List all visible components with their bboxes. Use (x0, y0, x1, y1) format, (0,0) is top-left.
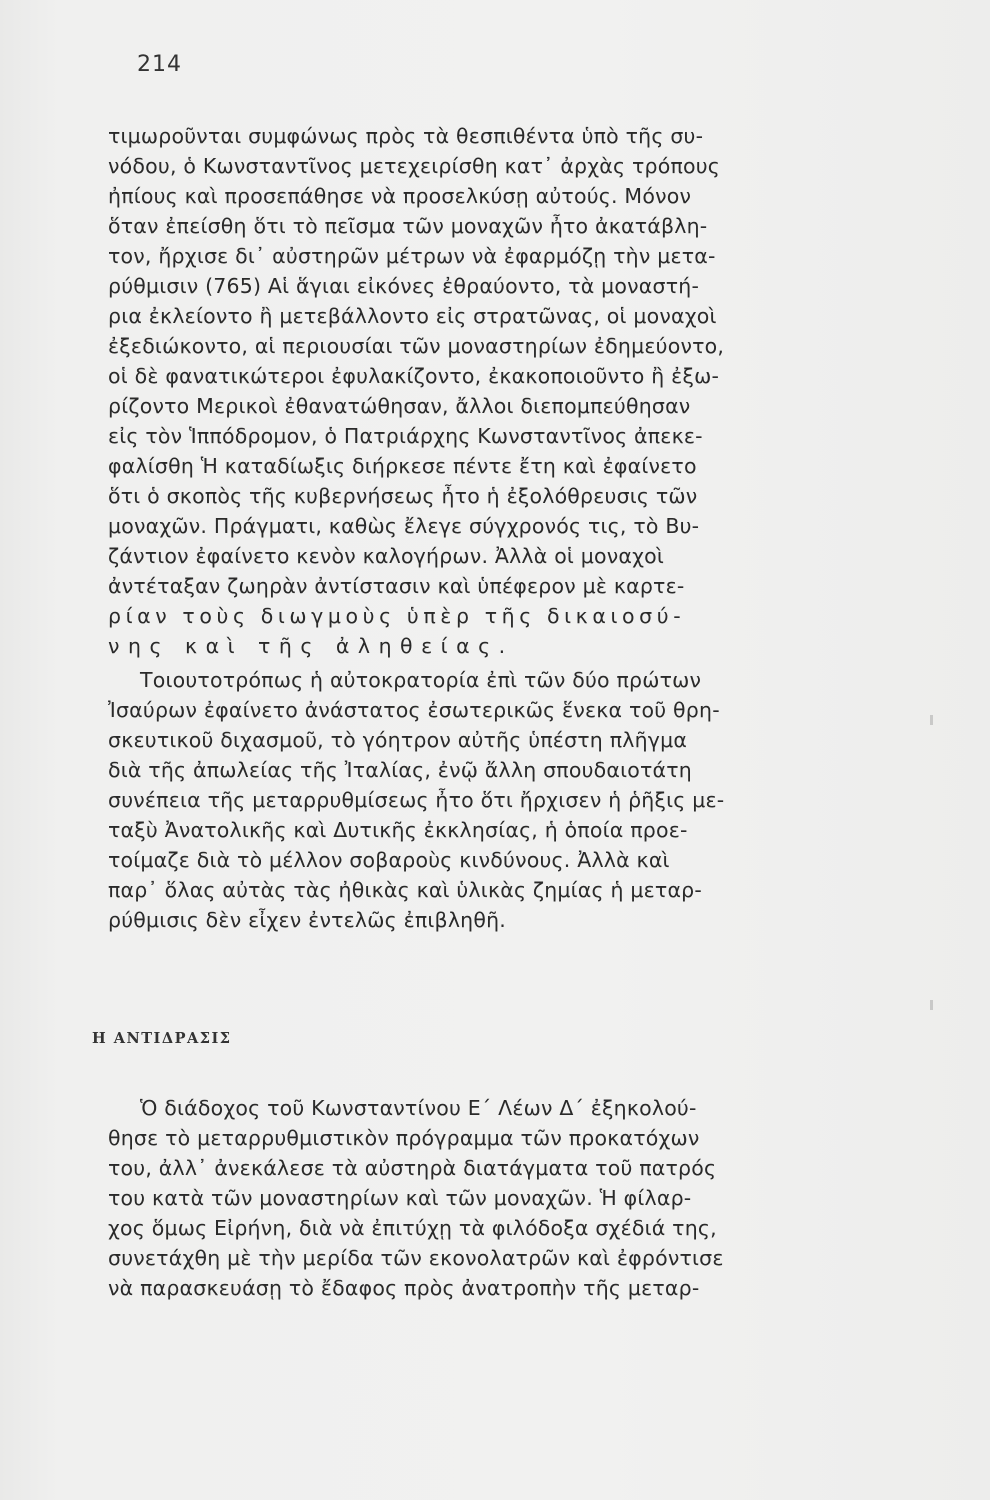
margin-mark (930, 715, 933, 725)
text-line: παρ᾽ ὅλας αὐτὰς τὰς ἠθικὰς καὶ ὑλικὰς ζημίας ἡ μεταρ- (108, 878, 702, 902)
text-line: ταξὺ Ἀνατολικῆς καὶ Δυτικῆς ἐκκλησίας, ἡ ὁποία προε- (108, 818, 688, 842)
text-line: ἠπίους καὶ προσεπάθησε νὰ προσελκύσῃ αὐτούς. Μόνον (108, 184, 692, 208)
text-line: του κατὰ τῶν μοναστηρίων καὶ τῶν μοναχῶν. Ἡ φίλαρ- (108, 1186, 692, 1210)
text-line: ζάντιον ἐφαίνετο κενὸν καλογήρων. Ἀλλὰ οἱ μοναχοὶ (108, 544, 665, 568)
text-line: Ἰσαύρων ἐφαίνετο ἀνάστατος ἐσωτερικῶς ἕνεκα τοῦ θρη- (108, 698, 720, 722)
text-line: σκευτικοῦ διχασμοῦ, τὸ γόητρον αὐτῆς ὑπέστη πλῆγμα (108, 728, 688, 752)
text-line: νὰ παρασκευάσῃ τὸ ἔδαφος πρὸς ἀνατροπὴν τῆς μεταρ- (108, 1276, 700, 1300)
text-line: διὰ τῆς ἀπωλείας τῆς Ἰταλίας, ἐνῷ ἄλλη σπουδαιοτάτη (108, 758, 692, 782)
margin-mark (930, 1000, 933, 1010)
text-line: ρίαν τοὺς διωγμοὺς ὑπὲρ τῆς δικαιοσύ- (108, 604, 686, 628)
text-line: νης καὶ τῆς ἀληθείας. (108, 634, 514, 658)
text-line: συνέπεια τῆς μεταρρυθμίσεως ἦτο ὅτι ἤρχισεν ἡ ῥῆξις με- (108, 788, 725, 812)
text-line: χος ὅμως Εἰρήνη, διὰ νὰ ἐπιτύχῃ τὰ φιλόδοξα σχέδιά της, (108, 1216, 717, 1240)
text-line: ὅτι ὁ σκοπὸς τῆς κυβερνήσεως ἦτο ἡ ἐξολόθρευσις τῶν (108, 484, 698, 508)
text-line: φαλίσθη Ἡ καταδίωξις διήρκεσε πέντε ἔτη καὶ ἐφαίνετο (108, 454, 697, 478)
text-line: ρύθμισιν (765) Αἱ ἅγιαι εἰκόνες ἐθραύοντο, τὰ μοναστή- (108, 274, 700, 298)
section-heading: Η ΑΝΤΙΔΡΑΣΙΣ (92, 1030, 232, 1047)
text-line: Ὁ διάδοχος τοῦ Κωνσταντίνου Ε΄ Λέων Δ΄ ἐξηκολού- (140, 1096, 697, 1120)
text-line: ἐξεδιώκοντο, αἱ περιουσίαι τῶν μοναστηρίων ἐδημεύοντο, (108, 334, 725, 358)
text-line: ἀντέταξαν ζωηρὰν ἀντίστασιν καὶ ὑπέφερον μὲ καρτε- (108, 574, 685, 598)
text-line: μοναχῶν. Πράγματι, καθὼς ἔλεγε σύγχρονός τις, τὸ Βυ- (108, 514, 700, 538)
text-line: νόδου, ὁ Κωνσταντῖνος μετεχειρίσθη κατ᾽ ἀρχὰς τρόπους (108, 154, 721, 178)
text-line: συνετάχθη μὲ τὴν μερίδα τῶν εκονολατρῶν καὶ ἐφρόντισε (108, 1246, 724, 1270)
text-line: ρίζοντο Μερικοὶ ἐθανατώθησαν, ἄλλοι διεπομπεύθησαν (108, 394, 691, 418)
text-line: του, ἀλλ᾽ ἀνεκάλεσε τὰ αὐστηρὰ διατάγματα τοῦ πατρός (108, 1156, 717, 1180)
text-line: τον, ἤρχισε δι᾽ αὐστηρῶν μέτρων νὰ ἐφαρμόζῃ τὴν μετα- (108, 244, 716, 268)
text-line: ὅταν ἐπείσθη ὅτι τὸ πεῖσμα τῶν μοναχῶν ἦτο ἀκατάβλη- (108, 214, 708, 238)
text-line: οἱ δὲ φανατικώτεροι ἐφυλακίζοντο, ἐκακοποιοῦντο ἢ ἐξω- (108, 364, 720, 388)
text-line: ρύθμισις δὲν εἶχεν ἐντελῶς ἐπιβληθῆ. (108, 908, 506, 932)
text-line: Τοιουτοτρόπως ἡ αὐτοκρατορία ἐπὶ τῶν δύο πρώτων (140, 668, 702, 692)
text-line: θησε τὸ μεταρρυθμιστικὸν πρόγραμμα τῶν προκατόχων (108, 1126, 700, 1150)
page-number: 214 (137, 52, 182, 77)
text-line: εἰς τὸν Ἱππόδρομον, ὁ Πατριάρχης Κωνσταντῖνος ἀπεκε- (108, 424, 703, 448)
text-line: ρια ἐκλείοντο ἢ μετεβάλλοντο εἰς στρατῶνας, οἱ μοναχοὶ (108, 304, 717, 328)
text-line: τιμωροῦνται συμφώνως πρὸς τὰ θεσπιθέντα ὑπὸ τῆς συ- (108, 124, 704, 148)
text-line: τοίμαζε διὰ τὸ μέλλον σοβαροὺς κινδύνους. Ἀλλὰ καὶ (108, 848, 670, 872)
